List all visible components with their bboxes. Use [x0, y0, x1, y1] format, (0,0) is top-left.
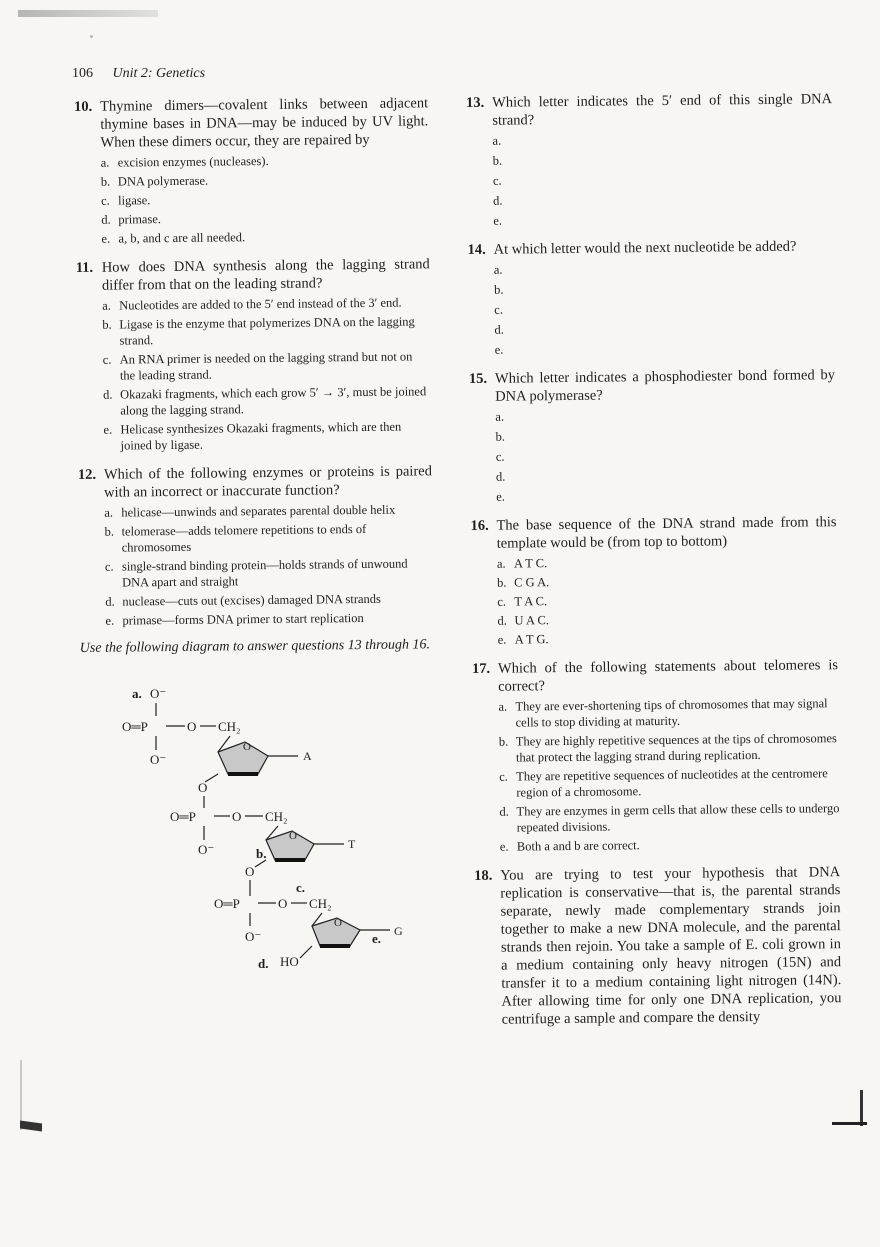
choice-letter: d.	[495, 469, 506, 484]
question-15	[469, 366, 836, 505]
choice-text: a, b, and c are all needed.	[118, 230, 246, 246]
choice-text: Okazaki fragments, which each grow 5′ → 3′, must be joined along the lagging strand.	[120, 384, 427, 418]
choice-letter: c.	[492, 173, 502, 188]
question-text: Which letter indicates the 5′ end of this single DNA strand?	[492, 91, 833, 129]
choice-letter: d.	[499, 804, 509, 819]
oxygen-minus-2: O⁻	[198, 842, 215, 857]
left-column	[74, 94, 434, 663]
answer-choice	[499, 730, 839, 766]
answer-choice	[494, 278, 834, 298]
answer-choice	[101, 208, 429, 227]
ring-oxygen-1: O	[243, 741, 251, 753]
choice-text: They are ever-shortening tips of chromosomes that may signal cells to stop dividing at maturity.	[515, 696, 828, 730]
answer-choice	[101, 151, 429, 170]
oxygen-minus-1a: O⁻	[150, 686, 167, 701]
answer-choice	[495, 338, 835, 358]
answer-choice	[101, 189, 429, 208]
answer-choice	[496, 485, 836, 505]
choice-letter: b.	[498, 734, 509, 749]
choice-letter: e.	[496, 489, 505, 504]
answer-choices	[495, 405, 836, 505]
choice-letter: b.	[100, 174, 111, 189]
answer-choice	[102, 313, 430, 348]
ch2-1: CH₂	[218, 719, 241, 734]
phosphate-3: O═P	[214, 896, 240, 911]
question-number: 10.	[74, 98, 93, 115]
choice-letter: e.	[103, 422, 113, 437]
choice-text: They are enzymes in germ cells that allow these cells to undergo repeated divisions.	[516, 801, 840, 835]
choice-letter: a.	[493, 262, 503, 277]
answer-choice	[103, 348, 431, 383]
answer-choices	[101, 151, 430, 246]
question-14	[468, 237, 835, 358]
choice-text: DNA polymerase.	[117, 173, 209, 189]
answer-choices	[494, 258, 835, 358]
question-text: Thymine dimers—covalent links between adjacent thymine bases in DNA—may be induced by UV light. When these dimers occur, they are repaired by	[100, 95, 429, 151]
question-number: 17.	[471, 660, 491, 677]
question-12	[78, 462, 434, 629]
answer-choice	[101, 227, 429, 246]
answer-choice	[105, 590, 433, 609]
question-number: 18.	[474, 867, 493, 884]
answer-choice	[104, 520, 432, 555]
choice-text: An RNA primer is needed on the lagging strand but not on the leading strand.	[119, 349, 413, 383]
choice-letter: e.	[497, 632, 507, 647]
base-3: G	[394, 924, 403, 938]
choice-text: single-strand binding protein—holds strands of unwound DNA apart and straight	[121, 556, 408, 590]
choice-text: Both a and b are correct.	[516, 838, 640, 854]
choice-text: excision enzymes (nucleases).	[117, 153, 269, 170]
question-text: At which letter would the next nucleotide be added?	[493, 238, 797, 258]
choice-letter: b.	[495, 429, 506, 444]
choice-text: Ligase is the enzyme that polymerizes DNA on the lagging strand.	[119, 314, 415, 348]
label-d: d.	[258, 956, 269, 971]
answer-choice	[498, 695, 838, 731]
dna-diagram-svg	[100, 678, 430, 978]
choice-text: A T G.	[514, 632, 549, 647]
label-b: b.	[256, 846, 267, 861]
choice-text: C G A.	[514, 575, 550, 590]
answer-choice	[105, 555, 433, 590]
question-17	[472, 656, 840, 855]
choice-letter: e.	[101, 231, 111, 246]
bond	[255, 860, 266, 867]
question-16	[470, 513, 837, 648]
answer-choices	[497, 552, 838, 648]
oxygen-2: O	[232, 809, 242, 824]
answer-choice	[493, 189, 833, 209]
choice-letter: d.	[101, 212, 111, 227]
choice-letter: c.	[499, 769, 508, 784]
right-column	[466, 90, 842, 1041]
choice-text: They are repetitive sequences of nucleotides at the centromere region of a chromosome.	[516, 766, 828, 800]
page-header	[72, 66, 205, 82]
question-text: Which of the following statements about telomeres is correct?	[497, 657, 839, 695]
choice-letter: a.	[496, 556, 506, 571]
choice-text: telomerase—adds telomere repetitions to ends of chromosomes	[121, 521, 367, 555]
answer-choice	[498, 628, 838, 648]
answer-choices	[104, 501, 433, 628]
scan-artifact-top	[18, 10, 158, 17]
choice-letter: b.	[102, 317, 112, 332]
scan-artifact-dot	[90, 35, 93, 38]
label-e: e.	[372, 931, 382, 946]
question-text: Which letter indicates a phosphodiester bond formed by DNA polymerase?	[494, 367, 836, 405]
page-number: 106	[72, 66, 93, 81]
answer-choice	[101, 170, 429, 189]
answer-choice	[496, 425, 836, 445]
answer-choice	[495, 405, 835, 425]
answer-choice	[493, 169, 833, 189]
answer-choice	[103, 418, 431, 453]
question-11	[76, 255, 432, 454]
label-a: a.	[132, 686, 142, 701]
choice-letter: e.	[494, 342, 504, 357]
choice-letter: d.	[105, 594, 115, 609]
choice-letter: b.	[492, 153, 503, 168]
answer-choice	[493, 209, 833, 229]
answer-choice	[102, 294, 430, 313]
oxygen-link-1: O	[198, 780, 208, 795]
answer-choices	[492, 129, 833, 229]
answer-choice	[497, 552, 837, 572]
choice-text: They are highly repetitive sequences at the tips of chromosomes that protect the lagging strand during replication.	[515, 731, 837, 765]
choice-text: T A C.	[514, 594, 548, 609]
choice-letter: e.	[499, 839, 509, 854]
oxygen-3: O	[278, 896, 288, 911]
ring-oxygen-3: O	[334, 917, 342, 929]
choice-letter: c.	[497, 594, 507, 609]
choice-letter: b.	[497, 575, 507, 590]
choice-text: nuclease—cuts out (excises) damaged DNA strands	[122, 591, 381, 609]
choice-letter: d.	[103, 387, 113, 402]
ring-oxygen-2: O	[289, 830, 297, 842]
answer-choice	[500, 835, 840, 855]
choice-text: Helicase synthesizes Okazaki fragments, which are then joined by ligase.	[120, 419, 402, 453]
base-1: A	[303, 749, 312, 763]
choice-letter: c.	[104, 559, 114, 574]
choice-letter: e.	[105, 613, 115, 628]
question-13	[466, 90, 833, 229]
answer-choice	[497, 590, 837, 610]
oxygen-minus-3: O⁻	[245, 929, 262, 944]
choice-letter: c.	[101, 193, 110, 208]
phosphate-1: O═P	[122, 719, 148, 734]
choice-letter: a.	[104, 505, 114, 520]
choice-text: U A C.	[514, 613, 549, 628]
question-number: 16.	[470, 517, 489, 534]
choice-letter: a.	[102, 298, 111, 313]
question-number: 11.	[75, 259, 94, 276]
bond	[300, 946, 312, 958]
answer-choice	[494, 258, 834, 278]
choice-letter: a.	[498, 699, 508, 714]
choice-text: primase—forms DNA primer to start replication	[122, 610, 364, 628]
ch2-2: CH₂	[265, 809, 288, 824]
choice-letter: d.	[493, 193, 503, 208]
ch2-3: CH₂	[309, 896, 332, 911]
question-text: You are trying to test your hypothesis that DNA replication is conservative—that is, the parental strands separate, newly made complementary strands join together to make a new DNA molecule, and the parental strands then rejoin. You take a sample of E. coli grown in a medium containing only heavy nitrogen (15N) and transfer it to a medium containing light nitrogen (14N). After allowing time for only one DNA replication, you centrifuge a sample and compare the density	[500, 864, 842, 1028]
question-number: 12.	[77, 466, 97, 483]
answer-choice	[499, 765, 839, 801]
choice-text: primase.	[118, 212, 162, 227]
question-10	[74, 94, 430, 247]
choice-letter: b.	[493, 282, 504, 297]
scan-artifact-right-mark	[832, 1122, 867, 1125]
question-text: Which of the following enzymes or proteins is paired with an incorrect or inaccurate function?	[103, 463, 433, 501]
base-2: T	[348, 837, 356, 851]
answer-choice	[496, 445, 836, 465]
answer-choice	[497, 609, 837, 629]
choice-text: ligase.	[118, 193, 151, 208]
label-c: c.	[296, 880, 306, 895]
scan-artifact-left	[20, 1060, 44, 1130]
choice-letter: a.	[495, 409, 505, 424]
scan-artifact-right-edge	[860, 1090, 863, 1126]
answer-choices	[498, 695, 840, 855]
choice-text: helicase—unwinds and separates parental double helix	[121, 502, 396, 520]
dna-strand-diagram	[100, 678, 430, 978]
oxygen-minus-1b: O⁻	[150, 752, 167, 767]
question-text: How does DNA synthesis along the lagging strand differ from that on the leading strand?	[101, 256, 430, 294]
choice-letter: c.	[495, 449, 505, 464]
answer-choice	[492, 129, 832, 149]
answer-choice	[105, 609, 433, 628]
answer-choice	[499, 800, 839, 836]
answer-choice	[493, 149, 833, 169]
question-text: The base sequence of the DNA strand made from this template would be (from top to bottom)	[496, 514, 837, 552]
question-18	[474, 863, 842, 1029]
oxygen-1: O	[187, 719, 197, 734]
choice-text: Nucleotides are added to the 5′ end instead of the 3′ end.	[119, 295, 402, 313]
unit-title: Unit 2: Genetics	[112, 66, 206, 81]
answer-choices	[102, 294, 432, 453]
choice-letter: b.	[104, 524, 114, 539]
answer-choice	[494, 318, 834, 338]
choice-letter: c.	[494, 302, 504, 317]
choice-text: A T C.	[513, 556, 548, 571]
choice-letter: a.	[100, 155, 110, 170]
answer-choice	[497, 571, 837, 591]
diagram-instruction: Use the following diagram to answer questions 13 through 16.	[79, 637, 431, 656]
answer-choice	[494, 298, 834, 318]
choice-letter: c.	[102, 352, 112, 367]
answer-choice	[103, 383, 431, 418]
hydroxyl-3prime: HO	[280, 954, 299, 969]
choice-letter: d.	[497, 613, 507, 628]
answer-choice	[496, 465, 836, 485]
answer-choice	[104, 501, 432, 520]
choice-letter: e.	[493, 213, 503, 228]
choice-letter: d.	[494, 322, 504, 337]
question-number: 13.	[466, 94, 485, 111]
question-number: 15.	[468, 370, 488, 387]
phosphate-2: O═P	[170, 809, 196, 824]
question-number: 14.	[467, 241, 486, 258]
oxygen-link-2: O	[245, 864, 255, 879]
choice-letter: a.	[492, 133, 502, 148]
